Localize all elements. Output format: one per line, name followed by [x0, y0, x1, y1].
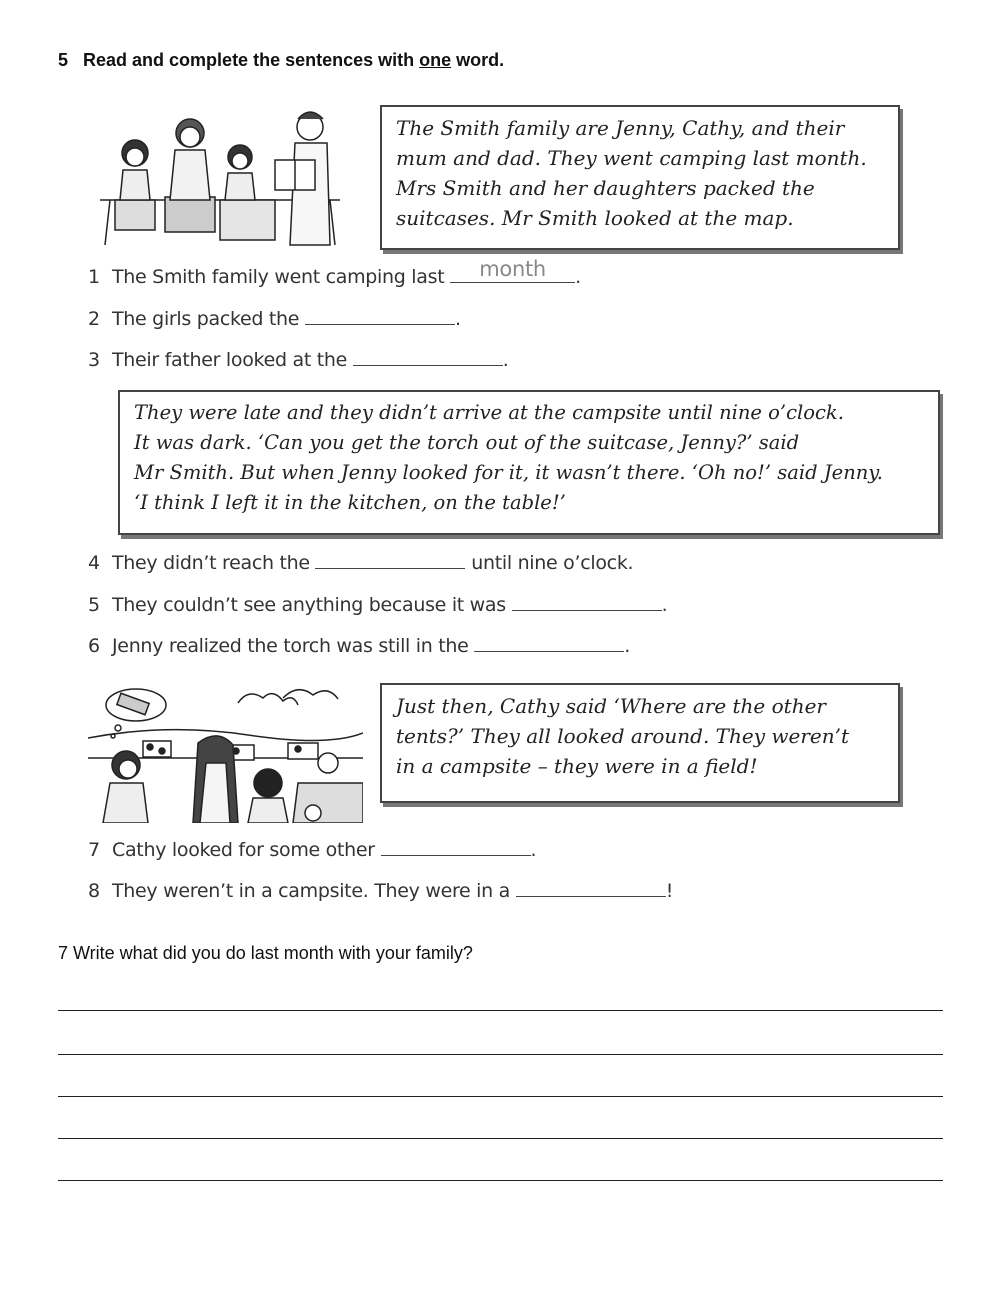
question-text: Cathy looked for some other — [112, 839, 375, 861]
question-text: The Smith family went camping last — [112, 266, 445, 288]
question-punct: ! — [665, 880, 674, 902]
question-text: They couldn’t see anything because it was — [112, 594, 506, 616]
answer-blank-6[interactable] — [474, 631, 624, 652]
question-text: Their father looked at the — [112, 349, 347, 371]
answer-blank-5[interactable] — [512, 590, 662, 611]
question-7 — [88, 835, 536, 861]
question-1 — [88, 257, 581, 288]
instruction-text-end: word. — [451, 50, 505, 70]
writing-line-3[interactable] — [58, 1096, 943, 1097]
exercise-5-heading — [58, 50, 504, 71]
question-text: They weren’t in a campsite. They were in a — [112, 880, 510, 902]
story-box-3 — [380, 683, 900, 803]
writing-line-1[interactable] — [58, 1010, 943, 1011]
question-number: 7 — [88, 839, 100, 861]
question-number: 3 — [88, 349, 100, 371]
question-text: The girls packed the — [112, 308, 300, 330]
story-line: They were late and they didn’t arrive at the campsite until nine o’clock. — [134, 401, 844, 424]
story-box-2 — [118, 390, 940, 535]
instruction-underlined: one — [419, 50, 452, 70]
answer-example: month — [479, 257, 546, 281]
exercise-7-prompt: 7 Write what did you do last month with your family? — [58, 943, 473, 963]
question-punct: . — [454, 308, 461, 330]
story-line: suitcases. Mr Smith looked at the map. — [396, 206, 794, 230]
question-number: 6 — [88, 635, 100, 657]
family-packing-illustration — [95, 105, 350, 250]
question-punct: . — [661, 594, 668, 616]
question-number: 2 — [88, 308, 100, 330]
question-punct: . — [624, 635, 631, 657]
question-number: 8 — [88, 880, 100, 902]
question-text-after: until nine o’clock. — [471, 552, 634, 574]
writing-line-4[interactable] — [58, 1138, 943, 1139]
story-line: The Smith family are Jenny, Cathy, and their — [396, 116, 845, 140]
question-punct: . — [502, 349, 509, 371]
story-line: Mr Smith. But when Jenny looked for it, it wasn’t there. ‘Oh no!’ said Jenny. — [134, 461, 883, 484]
question-5 — [88, 590, 667, 616]
story-line: It was dark. ‘Can you get the torch out of the suitcase, Jenny?’ said — [134, 431, 800, 454]
question-punct: . — [575, 266, 581, 288]
question-2 — [88, 304, 461, 330]
exercise-number: 5 — [58, 50, 69, 70]
answer-blank-3[interactable] — [353, 345, 503, 366]
question-8 — [88, 876, 673, 902]
answer-blank-4[interactable] — [315, 548, 465, 569]
field-cows-illustration — [88, 683, 363, 823]
story-line: in a campsite – they were in a field! — [396, 754, 758, 778]
question-6 — [88, 631, 630, 657]
question-number: 4 — [88, 552, 100, 574]
instruction-text: Read and complete the sentences with — [83, 50, 420, 70]
story-line: tents?’ They all looked around. They weren’t — [396, 724, 850, 748]
story-line: ‘I think I left it in the kitchen, on the table!’ — [134, 491, 566, 514]
question-punct: . — [530, 839, 537, 861]
story-line: mum and dad. They went camping last month. — [396, 146, 867, 170]
story-line: Mrs Smith and her daughters packed the — [396, 176, 815, 200]
answer-blank-1[interactable] — [450, 257, 575, 283]
writing-line-2[interactable] — [58, 1054, 943, 1055]
question-text: Jenny realized the torch was still in the — [112, 635, 469, 657]
answer-blank-2[interactable] — [305, 304, 455, 325]
question-3 — [88, 345, 509, 371]
question-4 — [88, 548, 633, 574]
answer-blank-8[interactable] — [516, 876, 666, 897]
question-text: They didn’t reach the — [112, 552, 310, 574]
question-number: 5 — [88, 594, 100, 616]
writing-line-5[interactable] — [58, 1180, 943, 1181]
answer-blank-7[interactable] — [381, 835, 531, 856]
question-number: 1 — [88, 266, 100, 288]
story-box-1 — [380, 105, 900, 250]
story-line: Just then, Cathy said ‘Where are the other — [396, 694, 826, 718]
